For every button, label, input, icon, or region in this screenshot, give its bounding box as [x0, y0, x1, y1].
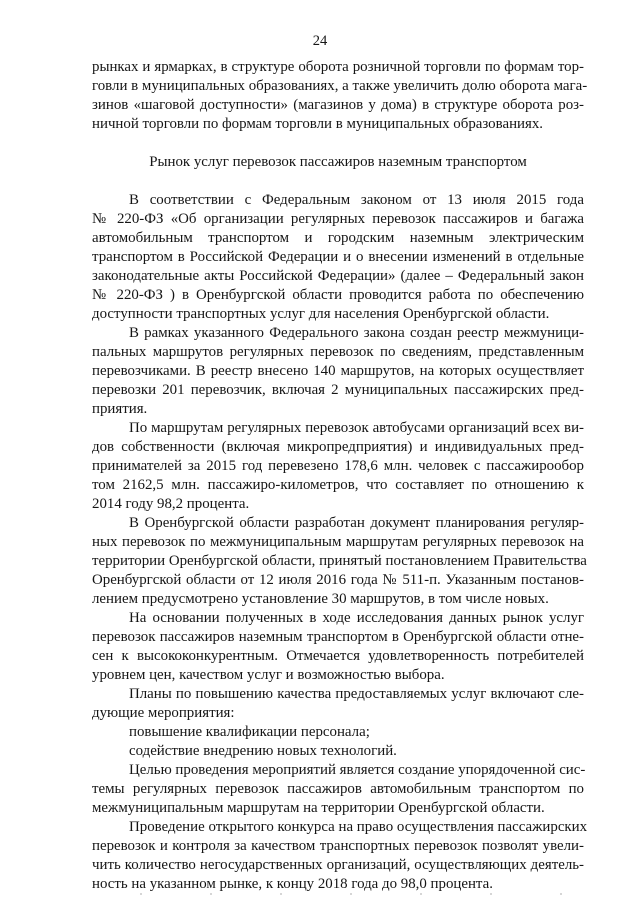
- text-line: лением предусмотрено установление 30 маршрутов, в том числе новых.: [92, 591, 549, 607]
- document-body: [92, 58, 588, 894]
- text-line: уровнем цен, качеством услуг и возможностью выбора.: [92, 667, 445, 683]
- text-line: Целью проведения мероприятий является создание упорядоченной сис-: [129, 762, 586, 778]
- paragraph-market-assessment: [92, 609, 584, 685]
- paragraph-retail-continuation: [92, 58, 588, 134]
- text-line: 2014 году 98,2 процента.: [92, 496, 250, 512]
- text-line: законодательные акты Российской Федерации» (далее – Федеральный закон: [92, 268, 584, 284]
- text-line: транспортом в Российской Федерации и о внесении изменений в отдельные: [92, 249, 584, 265]
- text-line: В рамках указанного Федерального закона создан реестр межмуници-: [129, 325, 584, 341]
- text-line: Планы по повышению качества предоставляемых услуг включают сле-: [129, 686, 584, 702]
- text-line: автомобильным транспортом и городским наземным электрическим: [92, 230, 584, 246]
- text-line: ничной торговли по формам торговли в муниципальных образованиях.: [92, 116, 544, 132]
- measures-list: [92, 723, 584, 761]
- scan-artifact: [140, 893, 580, 895]
- text-line: ных перевозок по межмуниципальным маршрутам регулярных перевозок на: [92, 534, 584, 550]
- text-line: дующие мероприятия:: [92, 705, 235, 721]
- text-line: перевозки 201 перевозчик, включая 2 муниципальных пассажирских пред-: [92, 382, 584, 398]
- paragraph-planning-document: [92, 514, 587, 609]
- paragraph-goal: [92, 761, 584, 818]
- text-line: перевозчиками. В реестр внесено 140 маршрутов, на которых осуществляет: [92, 363, 584, 379]
- page-number: 24: [312, 33, 328, 49]
- text-line: На основании полученных в ходе исследования данных рынок услуг: [129, 610, 584, 626]
- text-line: дов собственности (включая микропредприятия) и индивидуальных пред-: [92, 439, 584, 455]
- text-line: В Оренбургской области разработан документ планирования регуляр-: [129, 515, 584, 531]
- text-line: пальных маршрутов регулярных перевозок по сведениям, представленным: [92, 344, 584, 360]
- text-line: говли в муниципальных образованиях, а также увеличить долю оборота мага-: [92, 78, 588, 94]
- text-line: сен к высококонкурентным. Отмечается удовлетворенность потребителей: [92, 648, 584, 664]
- text-line: ность на указанном рынке, к концу 2018 года до 98,0 процента.: [92, 876, 493, 892]
- text-line: чить количество негосударственных организаций, осуществляющих деятель-: [92, 857, 584, 873]
- text-line: Проведение открытого конкурса на право осуществления пассажирских: [129, 819, 588, 835]
- text-line: территории Оренбургской области, принятый постановлением Правительства: [92, 553, 587, 569]
- paragraph-open-tender: [92, 818, 588, 894]
- text-line: № 220-ФЗ «Об организации регулярных перевозок пассажиров и багажа: [92, 211, 584, 227]
- paragraph-passenger-statistics: [92, 419, 584, 514]
- text-line: В соответствии с Федеральным законом от 13 июля 2015 года: [129, 192, 584, 208]
- text-line: том 2162,5 млн. пассажиро-километров, что составляет по отношению к: [92, 477, 584, 493]
- text-line: темы регулярных перевозок пассажиров автомобильным транспортом по: [92, 781, 584, 797]
- text-line: По маршрутам регулярных перевозок автобусами организаций всех ви-: [129, 420, 584, 436]
- paragraph-quality-plans: [92, 685, 584, 723]
- text-line: рынках и ярмарках, в структуре оборота розничной торговли по формам тор-: [92, 59, 584, 75]
- list-item: повышение квалификации персонала;: [129, 724, 370, 740]
- text-line: Оренбургской области от 12 июля 2016 года № 511-п. Указанным постанов-: [92, 572, 584, 588]
- text-line: № 220-ФЗ ) в Оренбургской области проводится работа по обеспечению: [92, 287, 584, 303]
- text-line: доступности транспортных услуг для населения Оренбургской области.: [92, 306, 550, 322]
- text-line: перевозок пассажиров наземным транспортом в Оренбургской области отне-: [92, 629, 584, 645]
- list-item: содействие внедрению новых технологий.: [129, 743, 397, 759]
- paragraph-route-registry: [92, 324, 584, 419]
- paragraph-federal-law: [92, 191, 584, 324]
- section-heading: Рынок услуг перевозок пассажиров наземным транспортом: [149, 154, 527, 170]
- text-line: принимателей за 2015 год перевезено 178,6 млн. человек с пассажирообор: [92, 458, 584, 474]
- text-line: приятия.: [92, 401, 148, 417]
- text-line: зинов «шаговой доступности» (магазинов у дома) в структуре оборота роз-: [92, 97, 584, 113]
- text-line: межмуниципальным маршрутам на территории Оренбургской области.: [92, 800, 545, 816]
- text-line: перевозок и контроля за качеством транспортных перевозок позволят увели-: [92, 838, 584, 854]
